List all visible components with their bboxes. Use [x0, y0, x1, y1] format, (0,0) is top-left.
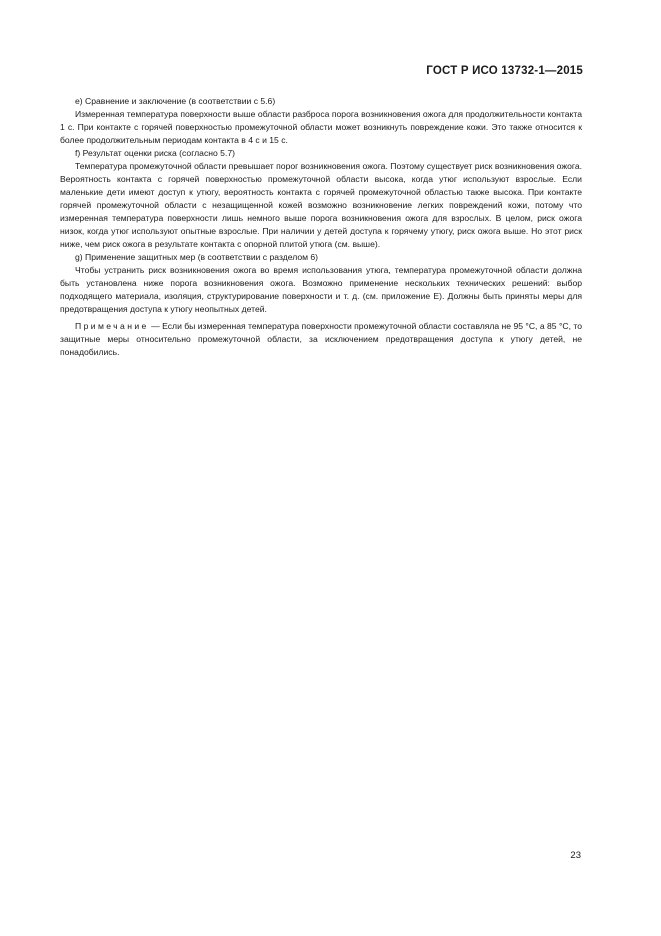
- note-text: — Если бы измеренная температура поверхности промежуточной области составляла не 95 °С, а 85 °С, то защитные меры относительно промежуточной области, за исключением предотвращения доступа к утюгу детей, не понадобились.: [60, 321, 582, 357]
- note-label: Примечание: [75, 321, 149, 331]
- document-body: [60, 95, 582, 359]
- list-item-g: g) Применение защитных мер (в соответствии с разделом 6): [75, 252, 319, 262]
- list-item-e: e) Сравнение и заключение (в соответствии с 5.6): [75, 96, 276, 106]
- document-header: ГОСТ Р ИСО 13732-1—2015: [426, 65, 583, 77]
- paragraph: Температура промежуточной области превышает порог возникновения ожога. Поэтому существует риск возникновения ожога. Вероятность контакта с горячей поверхностью промежуточной области высока, когда утюг используют взрослые. Если маленькие дети имеют доступ к утюгу, вероятность контакта с горячей промежуточной областью также высока. При контакте горячей промежуточной области с незащищенной кожей возможно возникновение легких повреждений кожи, потому что измеренная температура поверхности лишь немного выше порога возникновения ожога для взрослых. В целом, риск ожога низок, когда утюг используют опытные взрослые. При наличии у детей доступа к горячему утюгу, риск ожога выше. Но этот риск ниже, чем риск ожога в результате контакта с опорной плитой утюга (см. выше).: [60, 161, 582, 249]
- page-number: 23: [570, 850, 581, 861]
- note-paragraph: [60, 320, 582, 359]
- list-item-f: f) Результат оценки риска (согласно 5.7): [75, 148, 235, 158]
- paragraph: Чтобы устранить риск возникновения ожога во время использования утюга, температура промежуточной области должна быть установлена ниже порога возникновения ожога. Возможно применение нескольких технических решений: выбор подходящего материала, изоляция, структурирование поверхности и т. д. (см. приложение Е). Должны быть приняты меры для предотвращения доступа к утюгу неопытных детей.: [60, 265, 582, 314]
- paragraph: Измеренная температура поверхности выше области разброса порога возникновения ожога для продолжительности контакта 1 с. При контакте с горячей поверхностью промежуточной области может возникнуть повреждение кожи. Это также относится к более продолжительным периодам контакта в 4 с и 15 с.: [60, 109, 582, 145]
